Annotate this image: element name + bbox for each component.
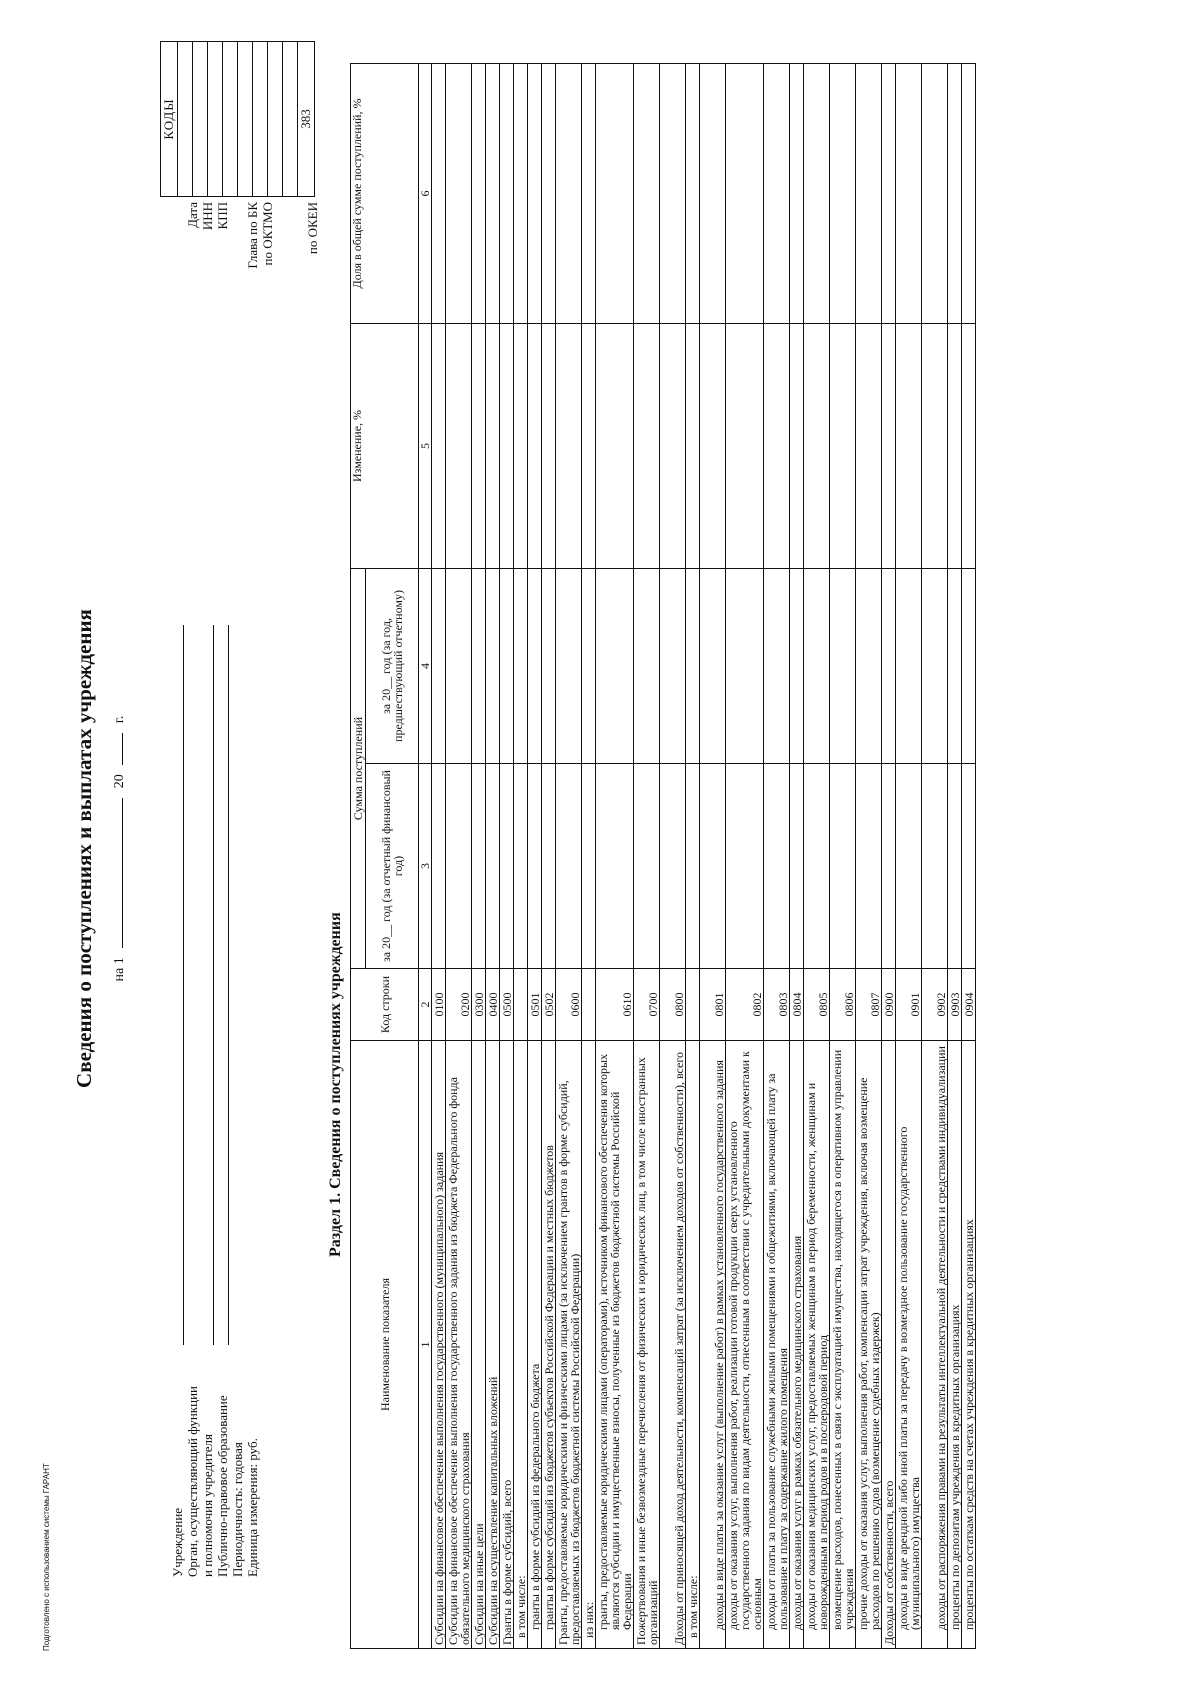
row-value-cell	[726, 569, 764, 764]
row-value-cell	[486, 324, 500, 569]
row-value-cell	[634, 324, 660, 569]
row-name: Доходы от приносящей доход деятельности, компенсаций затрат (за исключением доходов от собственности), всего	[660, 1041, 686, 1649]
row-value-cell	[856, 569, 882, 764]
row-value-cell	[764, 764, 790, 969]
row-name: гранты в форме субсидий из федерального бюджета	[528, 1041, 542, 1649]
row-value-cell	[486, 764, 500, 969]
row-value-cell	[432, 764, 446, 969]
row-name: доходы от оказания услуг, выполнения работ, реализации готовой продукции сверх установленного государственного задания по видам деятельности, отнесенным в соответствии с учредительными документами к основным	[726, 1041, 764, 1649]
row-value-cell	[882, 64, 896, 324]
row-value-cell	[582, 764, 596, 969]
table-row	[596, 64, 634, 1649]
row-code: 0802	[726, 969, 764, 1041]
row-value-cell	[700, 324, 726, 569]
requisite-line	[183, 625, 184, 1345]
row-name: доходы в виде платы за оказание услуг (выполнение работ) в рамках установленного государственного задания	[700, 1041, 726, 1649]
row-value-cell	[582, 64, 596, 324]
row-value-cell	[922, 64, 948, 324]
row-code: 0200	[446, 969, 472, 1041]
row-value-cell	[686, 764, 700, 969]
row-value-cell	[446, 764, 472, 969]
row-value-cell	[764, 569, 790, 764]
table-row	[634, 64, 660, 1649]
row-value-cell	[830, 764, 856, 969]
table-row	[542, 64, 556, 1649]
table-row	[790, 64, 804, 1649]
row-code: 0502	[542, 969, 556, 1041]
row-name: Субсидии на финансовое обеспечение выполнения государственного задания из бюджета Федерального фонда обязательного медицинского страхования	[446, 1041, 472, 1649]
row-value-cell	[528, 64, 542, 324]
row-name: в том числе:	[686, 1041, 700, 1649]
col-number: 3	[419, 764, 432, 969]
row-name: Гранты, предоставляемые юридическими и физическими лицами (за исключением грантов в форме субсидий, предоставляемых из бюджетов бюджетной системы Российской Федерации)	[556, 1041, 582, 1649]
codes-cell	[283, 42, 298, 197]
row-value-cell	[686, 324, 700, 569]
codes-header: КОДЫ	[161, 42, 178, 197]
row-code	[582, 969, 596, 1041]
row-value-cell	[686, 64, 700, 324]
row-value-cell	[634, 764, 660, 969]
row-value-cell	[514, 64, 528, 324]
row-value-cell	[472, 764, 486, 969]
table-row	[432, 64, 446, 1649]
row-code: 0300	[472, 969, 486, 1041]
header-current-year: за 20__ год (за отчетный финансовый год)	[366, 764, 419, 969]
row-value-cell	[542, 324, 556, 569]
row-code: 0400	[486, 969, 500, 1041]
codes-label: по ОКЕИ	[305, 202, 320, 255]
row-value-cell	[582, 569, 596, 764]
row-value-cell	[634, 569, 660, 764]
row-value-cell	[948, 569, 962, 764]
codes-label	[230, 202, 245, 367]
period-prefix: на 1	[112, 957, 127, 982]
row-code: 0901	[896, 969, 922, 1041]
row-name: прочие доходы от оказания услуг, выполнения работ, компенсации затрат учреждения, включая возмещение расходов по решению судов (возмещение судебных издержек)	[856, 1041, 882, 1649]
row-value-cell	[962, 324, 976, 569]
row-value-cell	[726, 64, 764, 324]
row-code: 0800	[660, 969, 686, 1041]
row-value-cell	[700, 764, 726, 969]
row-value-cell	[446, 569, 472, 764]
row-value-cell	[542, 569, 556, 764]
row-value-cell	[472, 569, 486, 764]
table-row	[660, 64, 686, 1649]
row-code	[514, 969, 528, 1041]
row-value-cell	[528, 324, 542, 569]
row-value-cell	[790, 569, 804, 764]
row-value-cell	[542, 64, 556, 324]
garant-note: Подготовлено с использованием системы ГАРАНТ	[42, 1463, 51, 1651]
row-value-cell	[830, 569, 856, 764]
requisite-institution: Учреждение	[170, 1507, 185, 1577]
codes-cell-kpp	[208, 42, 223, 197]
row-value-cell	[660, 324, 686, 569]
row-value-cell	[446, 64, 472, 324]
requisite-public-entity: Публично-правовое образование	[215, 1395, 230, 1577]
row-value-cell	[432, 324, 446, 569]
table-row	[922, 64, 948, 1649]
row-value-cell	[486, 569, 500, 764]
row-value-cell	[700, 64, 726, 324]
row-value-cell	[500, 569, 514, 764]
row-value-cell	[896, 64, 922, 324]
row-value-cell	[660, 569, 686, 764]
table-row	[830, 64, 856, 1649]
header-previous-year: за 20__ год (за год, предшествующий отчетному)	[366, 569, 419, 764]
receipts-table	[350, 63, 976, 1649]
codes-cell-okei: 383	[298, 42, 315, 197]
row-code: 0805	[804, 969, 830, 1041]
row-value-cell	[726, 324, 764, 569]
row-value-cell	[804, 64, 830, 324]
row-value-cell	[764, 64, 790, 324]
row-value-cell	[856, 324, 882, 569]
row-value-cell	[686, 569, 700, 764]
row-code: 0807	[856, 969, 882, 1041]
row-value-cell	[962, 569, 976, 764]
row-value-cell	[962, 764, 976, 969]
row-value-cell	[472, 324, 486, 569]
row-value-cell	[830, 64, 856, 324]
row-code	[686, 969, 700, 1041]
report-period	[112, 0, 128, 1697]
row-value-cell	[922, 324, 948, 569]
row-name: Пожертвования и иные безвозмездные перечисления от физических и юридических лиц, в том числе иностранных организаций	[634, 1041, 660, 1649]
col-number: 2	[419, 969, 432, 1041]
row-value-cell	[446, 324, 472, 569]
table-row	[686, 64, 700, 1649]
row-code: 0100	[432, 969, 446, 1041]
row-value-cell	[542, 764, 556, 969]
col-number: 4	[419, 569, 432, 764]
codes-label: Глава по БК	[245, 202, 260, 269]
row-value-cell	[556, 324, 582, 569]
row-value-cell	[948, 764, 962, 969]
row-name: Субсидии на иные цели	[472, 1041, 486, 1649]
row-code: 0804	[790, 969, 804, 1041]
row-name: доходы от платы за пользование служебными жилыми помещениями и общежитиями, включающей плату за пользование и плату за содержание жилого помещения	[764, 1041, 790, 1649]
row-value-cell	[700, 569, 726, 764]
codes-label: по ОКТМО	[260, 202, 275, 266]
row-name: доходы от оказания услуг в рамках обязательного медицинского страхования	[790, 1041, 804, 1649]
row-value-cell	[896, 324, 922, 569]
codes-cell	[223, 42, 238, 197]
col-number: 5	[419, 324, 432, 569]
row-value-cell	[432, 569, 446, 764]
row-code: 0801	[700, 969, 726, 1041]
requisite-unit: Единица измерения: руб.	[245, 1438, 260, 1577]
row-code: 0600	[556, 969, 582, 1041]
requisite-line	[213, 625, 214, 1345]
row-value-cell	[472, 64, 486, 324]
row-value-cell	[514, 764, 528, 969]
row-value-cell	[764, 324, 790, 569]
table-row	[856, 64, 882, 1649]
row-value-cell	[922, 764, 948, 969]
row-name: Гранты в форме субсидий, всего	[500, 1041, 514, 1649]
row-value-cell	[556, 764, 582, 969]
table-row	[528, 64, 542, 1649]
row-value-cell	[726, 764, 764, 969]
row-value-cell	[486, 64, 500, 324]
codes-cell-inn	[193, 42, 208, 197]
codes-table	[160, 41, 315, 197]
codes-label: КПП	[215, 202, 230, 230]
row-code: 0902	[922, 969, 948, 1041]
row-value-cell	[804, 324, 830, 569]
table-row	[700, 64, 726, 1649]
row-value-cell	[500, 324, 514, 569]
row-name: доходы в виде арендной либо иной платы за передачу в возмездное пользование государственного (муниципального) имущества	[896, 1041, 922, 1649]
row-name: из них:	[582, 1041, 596, 1649]
row-name: гранты в форме субсидий из бюджетов субъектов Российской Федерации и местных бюджетов	[542, 1041, 556, 1649]
row-value-cell	[856, 64, 882, 324]
row-name: проценты по депозитам учреждения в кредитных организациях	[948, 1041, 962, 1649]
row-value-cell	[556, 569, 582, 764]
codes-cell-oktmo	[253, 42, 268, 197]
table-body	[432, 64, 976, 1649]
table-row	[582, 64, 596, 1649]
row-code: 0904	[962, 969, 976, 1041]
row-value-cell	[804, 569, 830, 764]
row-value-cell	[830, 324, 856, 569]
row-value-cell	[556, 64, 582, 324]
header-share: Доля в общей сумме поступлений, %	[351, 64, 419, 324]
row-code: 0700	[634, 969, 660, 1041]
row-name: гранты, предоставляемые юридическими лицами (операторами), источником финансового обеспечения которых являются субсидии и имущественные взносы, полученные из бюджетов бюджетной системы Российской Федерации	[596, 1041, 634, 1649]
row-value-cell	[948, 324, 962, 569]
requisite-founder-cont: и полномочия учредителя	[200, 1434, 215, 1577]
row-name: возмещение расходов, понесенных в связи с эксплуатацией имущества, находящегося в оперативном управлении учреждения	[830, 1041, 856, 1649]
table-row	[804, 64, 830, 1649]
row-code: 0900	[882, 969, 896, 1041]
row-value-cell	[500, 764, 514, 969]
row-name: доходы от распоряжения правами на результаты интеллектуальной деятельности и средствами индивидуализации	[922, 1041, 948, 1649]
row-name: Субсидии на финансовое обеспечение выполнения государственного (муниципального) задания	[432, 1041, 446, 1649]
codes-cell	[268, 42, 283, 197]
table-row	[486, 64, 500, 1649]
codes-label: Дата	[185, 202, 200, 228]
row-value-cell	[634, 64, 660, 324]
row-value-cell	[514, 569, 528, 764]
table-row	[472, 64, 486, 1649]
row-value-cell	[528, 764, 542, 969]
section-title: Раздел 1. Сведения о поступлениях учреждения	[327, 912, 344, 1257]
table-row	[726, 64, 764, 1649]
codes-cell-date	[178, 42, 193, 197]
row-name: Субсидии на осуществление капитальных вложений	[486, 1041, 500, 1649]
table-row	[962, 64, 976, 1649]
row-value-cell	[922, 569, 948, 764]
row-code: 0500	[500, 969, 514, 1041]
col-number: 6	[419, 64, 432, 324]
table-row	[514, 64, 528, 1649]
row-value-cell	[962, 64, 976, 324]
row-code: 0903	[948, 969, 962, 1041]
row-value-cell	[596, 569, 634, 764]
row-value-cell	[790, 324, 804, 569]
header-name: Наименование показателя	[351, 1041, 419, 1649]
row-value-cell	[596, 764, 634, 969]
row-value-cell	[596, 324, 634, 569]
row-value-cell	[882, 324, 896, 569]
codes-cell-bk	[238, 42, 253, 197]
row-value-cell	[790, 64, 804, 324]
period-mid: 20	[112, 774, 127, 789]
codes-label	[290, 202, 305, 367]
row-value-cell	[514, 324, 528, 569]
row-value-cell	[660, 64, 686, 324]
codes-label: ИНН	[200, 202, 215, 231]
requisite-line	[228, 625, 229, 1345]
period-date-blank	[122, 798, 123, 948]
row-value-cell	[528, 569, 542, 764]
row-value-cell	[432, 64, 446, 324]
row-name: доходы от оказания медицинских услуг, предоставляемых женщинам в период беременности, женщинам и новорожденным в период родов и в послеродовой период	[804, 1041, 830, 1649]
row-value-cell	[596, 64, 634, 324]
form-title: Сведения о поступлениях и выплатах учреждения	[72, 609, 96, 1088]
codes-label	[275, 202, 290, 367]
table-row	[764, 64, 790, 1649]
period-year-blank	[122, 733, 123, 765]
row-code: 0806	[830, 969, 856, 1041]
header-sum-group: Сумма поступлений	[351, 569, 366, 969]
period-suffix: г.	[112, 715, 127, 724]
row-value-cell	[896, 569, 922, 764]
row-value-cell	[896, 764, 922, 969]
table-row	[500, 64, 514, 1649]
requisite-founder: Орган, осуществляющий функции	[185, 1386, 200, 1577]
col-number: 1	[419, 1041, 432, 1649]
requisites-block	[170, 1386, 260, 1577]
row-value-cell	[790, 764, 804, 969]
codes-labels	[170, 202, 320, 367]
row-name: Доходы от собственности, всего	[882, 1041, 896, 1649]
row-name: проценты по остаткам средств на счетах учреждения в кредитных организациях	[962, 1041, 976, 1649]
table-row	[446, 64, 472, 1649]
row-value-cell	[882, 569, 896, 764]
row-value-cell	[882, 764, 896, 969]
header-change: Изменение, %	[351, 324, 419, 569]
table-row	[948, 64, 962, 1649]
row-value-cell	[500, 64, 514, 324]
header-code: Код строки	[351, 969, 419, 1041]
row-name: в том числе:	[514, 1041, 528, 1649]
row-code: 0501	[528, 969, 542, 1041]
row-code: 0803	[764, 969, 790, 1041]
row-value-cell	[856, 764, 882, 969]
row-value-cell	[948, 64, 962, 324]
row-value-cell	[804, 764, 830, 969]
row-code: 0610	[596, 969, 634, 1041]
table-row	[882, 64, 896, 1649]
table-row	[556, 64, 582, 1649]
row-value-cell	[582, 324, 596, 569]
requisite-periodicity: Периодичность: годовая	[230, 1442, 245, 1577]
table-row	[896, 64, 922, 1649]
row-value-cell	[660, 764, 686, 969]
